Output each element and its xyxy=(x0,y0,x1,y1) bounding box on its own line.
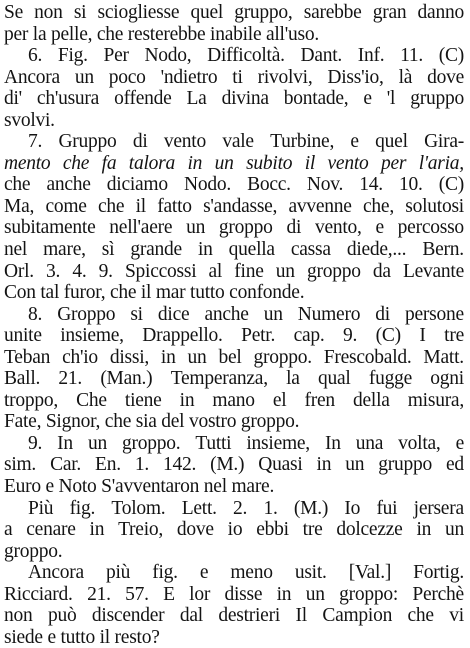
word: della xyxy=(353,389,390,411)
word: (M.) xyxy=(210,454,245,476)
word: 142. xyxy=(162,454,197,476)
word: diede,... xyxy=(346,239,407,261)
word: qual xyxy=(317,368,351,390)
word: ch'usura xyxy=(36,88,100,110)
word: groppo. xyxy=(121,432,181,454)
word: Difficoltà. xyxy=(207,45,285,67)
sense-8-heading xyxy=(4,304,464,326)
word: in xyxy=(316,454,332,476)
word: può xyxy=(47,605,77,627)
word: quel xyxy=(375,131,408,153)
word: fatto xyxy=(157,195,192,217)
word: fig. xyxy=(152,562,178,584)
word: lor xyxy=(189,583,211,605)
word: tiene xyxy=(124,389,162,411)
word: I xyxy=(419,325,426,347)
word: Spiccossi xyxy=(124,260,197,282)
word: mare, xyxy=(43,239,86,261)
word: (M.) xyxy=(293,497,329,519)
word: 'ndietro xyxy=(160,66,218,88)
text-line xyxy=(4,67,464,89)
word: Perchè xyxy=(412,583,464,605)
word: anche xyxy=(204,303,249,325)
word: Ma, xyxy=(4,195,35,217)
text-line: per la pelle, che resterebbe inabile all'uso. xyxy=(4,23,319,45)
word: Dant. xyxy=(300,45,343,67)
word: Tutti xyxy=(195,432,232,454)
word: divina xyxy=(221,88,269,110)
word: gran xyxy=(372,2,407,23)
word: Orl. xyxy=(4,260,34,282)
word: si xyxy=(73,2,87,23)
text-line: Euro e Noto S'avventaron nel mare. xyxy=(4,476,275,498)
word: vale xyxy=(222,131,254,153)
word: e xyxy=(375,217,384,239)
word: Treio, xyxy=(118,519,163,541)
word: il xyxy=(135,195,146,217)
word: dove xyxy=(427,66,464,88)
word: non xyxy=(4,605,33,627)
word: grande xyxy=(130,239,182,261)
word: Inf. xyxy=(357,45,385,67)
word: Bocc. xyxy=(247,174,291,196)
word: Il xyxy=(295,605,307,627)
word: 9. xyxy=(98,260,113,282)
word: che xyxy=(62,152,90,174)
word: Ricciard. xyxy=(4,583,73,605)
word: 6. xyxy=(28,45,43,67)
word: che xyxy=(97,195,125,217)
text-line xyxy=(4,605,464,627)
word: Ball. xyxy=(4,368,41,390)
word: groppo. xyxy=(253,346,312,368)
word: Diss'io, xyxy=(327,66,384,88)
word: Drappello. xyxy=(142,325,223,347)
text-line xyxy=(4,519,464,541)
word: ogni xyxy=(430,368,464,390)
word: (Man.) xyxy=(100,368,153,390)
word: vento xyxy=(163,131,206,153)
text-line: siede e tutto il resto? xyxy=(4,626,160,648)
text-line xyxy=(4,196,464,218)
text-line xyxy=(4,584,464,606)
word: avvenne xyxy=(288,195,352,217)
word: Fortig. xyxy=(413,562,464,584)
text-line: Fate, Signor, che sia del vostro groppo. xyxy=(4,411,300,433)
word: al xyxy=(208,260,223,282)
word: offende xyxy=(114,88,172,110)
word: di' xyxy=(4,88,22,110)
word: groppo xyxy=(218,217,273,239)
word: (C) xyxy=(438,174,464,196)
word: gruppo xyxy=(378,454,432,476)
word: un xyxy=(263,303,283,325)
text-line xyxy=(4,153,464,175)
word: non xyxy=(34,2,63,23)
word: In xyxy=(324,432,341,454)
text-line xyxy=(4,239,464,261)
word: che xyxy=(407,605,434,627)
word: un xyxy=(444,519,464,541)
word: [Val.] xyxy=(348,562,392,584)
word: solutosi xyxy=(405,195,464,217)
word: sarebbe xyxy=(303,2,362,23)
text-line xyxy=(4,174,464,196)
word: Tolom. xyxy=(111,497,166,519)
word: (C) xyxy=(375,325,401,347)
word: Numero xyxy=(297,303,361,325)
word: usit. xyxy=(294,562,327,584)
word: unite xyxy=(4,325,42,347)
word: e xyxy=(199,562,209,584)
word: 1. xyxy=(134,454,149,476)
word: vento, xyxy=(314,217,362,239)
word: e xyxy=(363,88,372,110)
word: nel xyxy=(4,239,28,261)
word: fine xyxy=(234,260,264,282)
text-line xyxy=(4,390,464,412)
word: Teban xyxy=(4,346,51,368)
word: gruppo, xyxy=(234,2,293,23)
word: più xyxy=(105,562,131,584)
word: io xyxy=(227,519,243,541)
word: che xyxy=(4,174,31,196)
word: Car. xyxy=(50,454,82,476)
word: 3. xyxy=(46,260,61,282)
word: Per xyxy=(103,45,129,67)
word: dissi, xyxy=(109,346,149,368)
word: 10. xyxy=(398,174,423,196)
word: il xyxy=(304,152,316,174)
word: quel xyxy=(190,2,224,23)
word: bel xyxy=(218,346,242,368)
word: danno xyxy=(417,2,464,23)
word: discender xyxy=(91,605,165,627)
text-line xyxy=(4,217,464,239)
word: fui xyxy=(376,497,398,519)
word: anche xyxy=(46,174,91,196)
word: groppo: xyxy=(339,583,398,605)
word: 7. xyxy=(28,131,43,153)
word: fig. xyxy=(69,497,96,519)
word: volta, xyxy=(398,432,441,454)
word: Turbine, xyxy=(270,131,335,153)
word: e xyxy=(455,432,464,454)
word: un xyxy=(214,152,234,174)
text-line xyxy=(4,261,464,283)
word: percosso xyxy=(397,217,464,239)
sense-7-heading xyxy=(4,131,464,153)
subsense-heading xyxy=(4,562,464,584)
word: ti xyxy=(232,66,243,88)
word: rivolvi, xyxy=(257,66,313,88)
word: un xyxy=(275,260,295,282)
word: vi xyxy=(449,605,464,627)
word: Temperanza, xyxy=(170,368,268,390)
word: (C) xyxy=(438,45,464,67)
word: di xyxy=(132,131,148,153)
word: in xyxy=(160,346,176,368)
word: 9. xyxy=(28,432,43,454)
sense-9-heading xyxy=(4,433,464,455)
word: ed xyxy=(445,454,464,476)
word: in xyxy=(276,583,292,605)
word: dove xyxy=(176,519,214,541)
word: in xyxy=(197,239,213,261)
word: tre xyxy=(444,325,464,347)
word: mano xyxy=(212,389,255,411)
word: un xyxy=(186,217,206,239)
word: Quasi xyxy=(258,454,303,476)
text-line xyxy=(4,2,464,24)
word: ch'io xyxy=(62,346,98,368)
word: un xyxy=(87,432,107,454)
word: bontade, xyxy=(283,88,349,110)
word: 21. xyxy=(87,583,111,605)
word: insieme, xyxy=(246,432,310,454)
word: un xyxy=(305,583,325,605)
word: in xyxy=(416,519,432,541)
word: come xyxy=(45,195,87,217)
word: fa xyxy=(101,152,117,174)
word: persone xyxy=(405,303,464,325)
subsense-heading xyxy=(4,498,464,520)
word: E xyxy=(163,583,175,605)
word: Bern. xyxy=(422,239,464,261)
word: in xyxy=(89,519,105,541)
word: Nov. xyxy=(306,174,344,196)
word: fugge xyxy=(368,368,412,390)
word: mento xyxy=(4,152,51,174)
word: e xyxy=(350,131,359,153)
word: subito xyxy=(246,152,293,174)
word: disse xyxy=(224,583,263,605)
word: dice xyxy=(157,303,190,325)
word: da xyxy=(372,260,391,282)
word: l'aria, xyxy=(418,152,464,174)
word: 11. xyxy=(400,45,424,67)
word: 2. xyxy=(233,497,248,519)
word: per xyxy=(380,152,407,174)
word: diciamo xyxy=(106,174,168,196)
word: Gruppo xyxy=(58,131,117,153)
word: 57. xyxy=(125,583,149,605)
word: Nodo, xyxy=(144,45,192,67)
word: sì xyxy=(101,239,115,261)
sense-6-heading xyxy=(4,45,464,67)
word: 1. xyxy=(263,497,278,519)
word: subitamente xyxy=(4,217,96,239)
word: in xyxy=(179,389,195,411)
word: Gira- xyxy=(424,131,464,153)
word: sim. xyxy=(4,454,37,476)
word: talora xyxy=(128,152,175,174)
word: troppo, xyxy=(4,389,59,411)
word: un xyxy=(74,66,94,88)
word: fren xyxy=(304,389,335,411)
word: dal xyxy=(179,605,203,627)
word: insieme, xyxy=(60,325,124,347)
word: Matt. xyxy=(423,346,464,368)
word: meno xyxy=(230,562,273,584)
word: Più xyxy=(28,497,54,519)
word: Groppo xyxy=(57,303,116,325)
word: Fig. xyxy=(57,45,88,67)
word: Nodo. xyxy=(183,174,231,196)
word: Ancora xyxy=(4,66,60,88)
word: In xyxy=(57,432,73,454)
word: 21. xyxy=(58,368,83,390)
word: 4. xyxy=(72,260,87,282)
word: gruppo xyxy=(410,88,464,110)
word: dolcezze xyxy=(336,519,403,541)
word: 'l xyxy=(386,88,396,110)
word: vento xyxy=(327,152,369,174)
word: el xyxy=(272,389,287,411)
word: Che xyxy=(76,389,107,411)
word: La xyxy=(186,88,207,110)
text-line xyxy=(4,88,464,110)
word: 14. xyxy=(359,174,383,196)
word: Io xyxy=(344,497,361,519)
word: un xyxy=(187,346,207,368)
text-line: Con tal furor, che il mar tutto confonde. xyxy=(4,282,305,304)
word: sciogliesse xyxy=(97,2,180,23)
word: tre xyxy=(302,519,323,541)
word: ebbi xyxy=(256,519,289,541)
word: En. xyxy=(95,454,121,476)
word: destrieri xyxy=(218,605,280,627)
word: groppo xyxy=(306,260,361,282)
word: Petr. xyxy=(241,325,276,347)
word: Ancora xyxy=(28,562,84,584)
word: Frescobald. xyxy=(323,346,412,368)
word: che, xyxy=(363,195,394,217)
text-line xyxy=(4,368,464,390)
text-line xyxy=(4,325,464,347)
word: 8. xyxy=(28,303,43,325)
word: 9. xyxy=(343,325,358,347)
text-line: svolvi. xyxy=(4,109,55,131)
word: cap. xyxy=(293,325,325,347)
word: si xyxy=(130,303,143,325)
word: cenare xyxy=(26,519,76,541)
word: una xyxy=(355,432,384,454)
word: cassa xyxy=(290,239,331,261)
dictionary-page xyxy=(4,2,464,648)
word: s'andasse, xyxy=(203,195,278,217)
word: un xyxy=(345,454,365,476)
word: a xyxy=(4,519,13,541)
word: là xyxy=(398,66,413,88)
word: Lett. xyxy=(181,497,217,519)
word: nell'aere xyxy=(109,217,173,239)
word: Campion xyxy=(322,605,393,627)
text-line: groppo. xyxy=(4,540,63,562)
text-line xyxy=(4,347,464,369)
word: la xyxy=(286,368,300,390)
word: Levante xyxy=(402,260,464,282)
word: quella xyxy=(228,239,275,261)
word: misura, xyxy=(407,389,464,411)
word: di xyxy=(286,217,302,239)
word: Se xyxy=(4,2,23,23)
word: jersera xyxy=(413,497,464,519)
word: in xyxy=(187,152,203,174)
word: di xyxy=(375,303,390,325)
text-line xyxy=(4,454,464,476)
word: poco xyxy=(108,66,146,88)
